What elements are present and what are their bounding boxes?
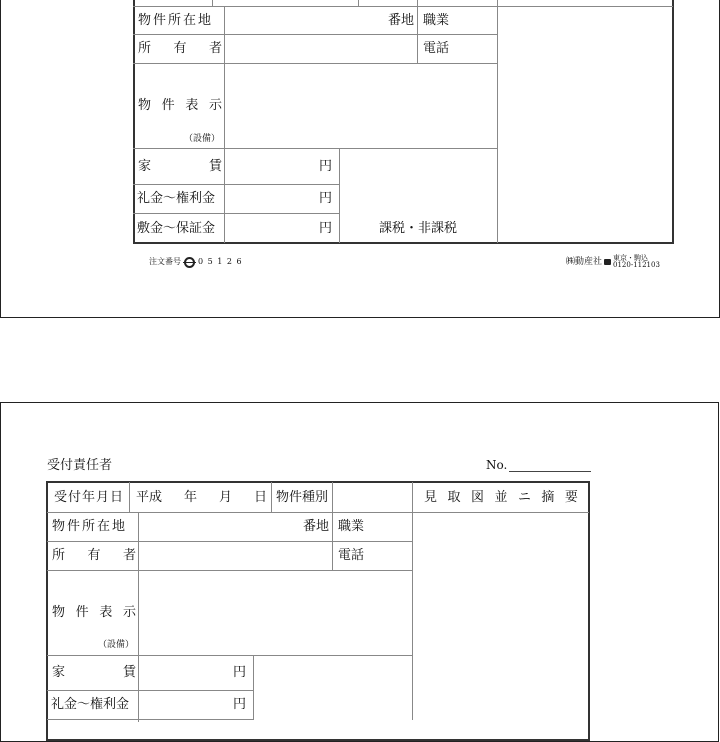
key-money-label-text: 礼金～権利金 xyxy=(51,697,130,712)
deposit-label xyxy=(137,213,223,243)
equipment-sublabel xyxy=(64,638,134,652)
rent-char: 家 xyxy=(138,158,152,174)
owner-char: 所 xyxy=(138,41,152,56)
summary-char: 並 xyxy=(494,489,508,505)
month-label: 月 xyxy=(219,489,233,505)
grid-line xyxy=(417,0,418,63)
summary-char: 要 xyxy=(564,489,578,505)
occupation-field[interactable] xyxy=(423,6,495,34)
owner-char: 有 xyxy=(173,41,187,56)
property-char: 表 xyxy=(185,98,199,113)
summary-char: 見 xyxy=(424,489,438,505)
equipment-sublabel-text: （設備） xyxy=(183,133,220,144)
grid-line xyxy=(129,482,130,512)
order-number-value: 0 5 1 2 6 xyxy=(198,257,243,266)
responsible-label-text: 受付責任者 xyxy=(47,457,113,473)
reception-date-label xyxy=(49,482,129,512)
location-label xyxy=(52,512,136,541)
property-input[interactable] xyxy=(225,64,496,147)
equipment-sublabel xyxy=(150,132,220,146)
owner-input[interactable] xyxy=(225,35,416,62)
location-label xyxy=(138,6,222,34)
publisher-contact xyxy=(613,255,660,269)
order-number xyxy=(149,255,243,269)
grid-line xyxy=(253,655,254,720)
location-input[interactable] xyxy=(226,6,414,34)
owner-char: 者 xyxy=(122,548,136,563)
property-type-label-text: 物件種別 xyxy=(275,489,328,505)
summary-char: 図 xyxy=(470,489,484,505)
summary-char: 取 xyxy=(447,489,461,505)
address-suffix: 番地 xyxy=(302,519,329,534)
yen-unit: 円 xyxy=(318,158,332,174)
yen-unit: 円 xyxy=(232,697,246,712)
rent-input[interactable] xyxy=(225,148,338,184)
summary-char: 摘 xyxy=(541,489,555,505)
property-char: 物 xyxy=(52,605,66,620)
year-label: 年 xyxy=(184,489,198,505)
summary-char: ニ xyxy=(517,489,531,505)
day-label: 日 xyxy=(254,489,268,505)
reception-date-label-text: 受付年月日 xyxy=(53,489,124,505)
equipment-sublabel-text: （設備） xyxy=(97,639,134,650)
phone-icon xyxy=(604,259,611,265)
tax-option[interactable] xyxy=(340,213,496,243)
no-label: No. xyxy=(486,458,508,472)
property-char: 示 xyxy=(208,98,222,113)
key-money-label xyxy=(51,690,137,719)
rent-char: 賃 xyxy=(208,158,222,174)
publisher-info xyxy=(566,254,660,270)
summary-input-area[interactable] xyxy=(413,513,588,720)
property-char: 物 xyxy=(138,98,152,113)
key-money-input[interactable] xyxy=(225,184,338,213)
key-money-label-text: 礼金～権利金 xyxy=(137,191,216,206)
key-money-label xyxy=(137,184,223,213)
location-label-text: 物件所在地 xyxy=(138,12,214,28)
yen-unit: 円 xyxy=(318,220,332,236)
phone-label: 電話 xyxy=(423,41,450,56)
number-input-line[interactable] xyxy=(509,459,591,472)
grid-line xyxy=(497,0,498,243)
occupation-label: 職業 xyxy=(338,519,365,534)
owner-input[interactable] xyxy=(139,542,331,569)
yen-unit: 円 xyxy=(232,665,246,680)
number-field[interactable] xyxy=(486,457,591,473)
order-mark-icon xyxy=(184,257,195,268)
occupation-field[interactable] xyxy=(338,512,410,541)
phone-field[interactable] xyxy=(338,541,410,570)
property-char: 件 xyxy=(75,605,89,620)
property-input[interactable] xyxy=(139,571,411,654)
location-label-text: 物件所在地 xyxy=(52,519,128,534)
reception-date-input[interactable] xyxy=(136,482,269,512)
tax-label: 課税・非課税 xyxy=(378,220,457,236)
summary-header xyxy=(424,482,578,512)
owner-char: 有 xyxy=(87,548,101,563)
publisher-location: 東京・駒込 xyxy=(613,254,649,262)
property-char: 表 xyxy=(99,605,113,620)
owner-label xyxy=(138,34,222,63)
location-input[interactable] xyxy=(140,512,329,541)
property-char: 示 xyxy=(122,605,136,620)
phone-field[interactable] xyxy=(423,34,495,63)
responsible-person-label xyxy=(47,457,112,473)
publisher-name: ㈱動産社 xyxy=(566,256,603,267)
deposit-label-text: 敷金～保証金 xyxy=(137,220,216,236)
phone-label: 電話 xyxy=(338,548,365,563)
rent-char: 家 xyxy=(52,665,66,680)
occupation-label: 職業 xyxy=(423,12,450,28)
property-type-label xyxy=(272,482,332,512)
owner-char: 者 xyxy=(208,41,222,56)
yen-unit: 円 xyxy=(318,191,332,206)
rent-input[interactable] xyxy=(139,655,252,690)
publisher-phone: 0120-112103 xyxy=(613,261,660,269)
order-label: 注文番号 xyxy=(149,257,181,266)
rent-label xyxy=(138,148,222,184)
rent-char: 賃 xyxy=(122,665,136,680)
address-suffix: 番地 xyxy=(387,12,414,28)
key-money-input[interactable] xyxy=(139,690,252,719)
rent-label xyxy=(52,655,136,690)
property-char: 件 xyxy=(161,98,175,113)
owner-char: 所 xyxy=(52,548,66,563)
property-type-input[interactable] xyxy=(333,483,411,511)
era-label: 平成 xyxy=(136,489,163,505)
owner-label xyxy=(52,541,136,570)
deposit-input[interactable] xyxy=(225,213,338,243)
